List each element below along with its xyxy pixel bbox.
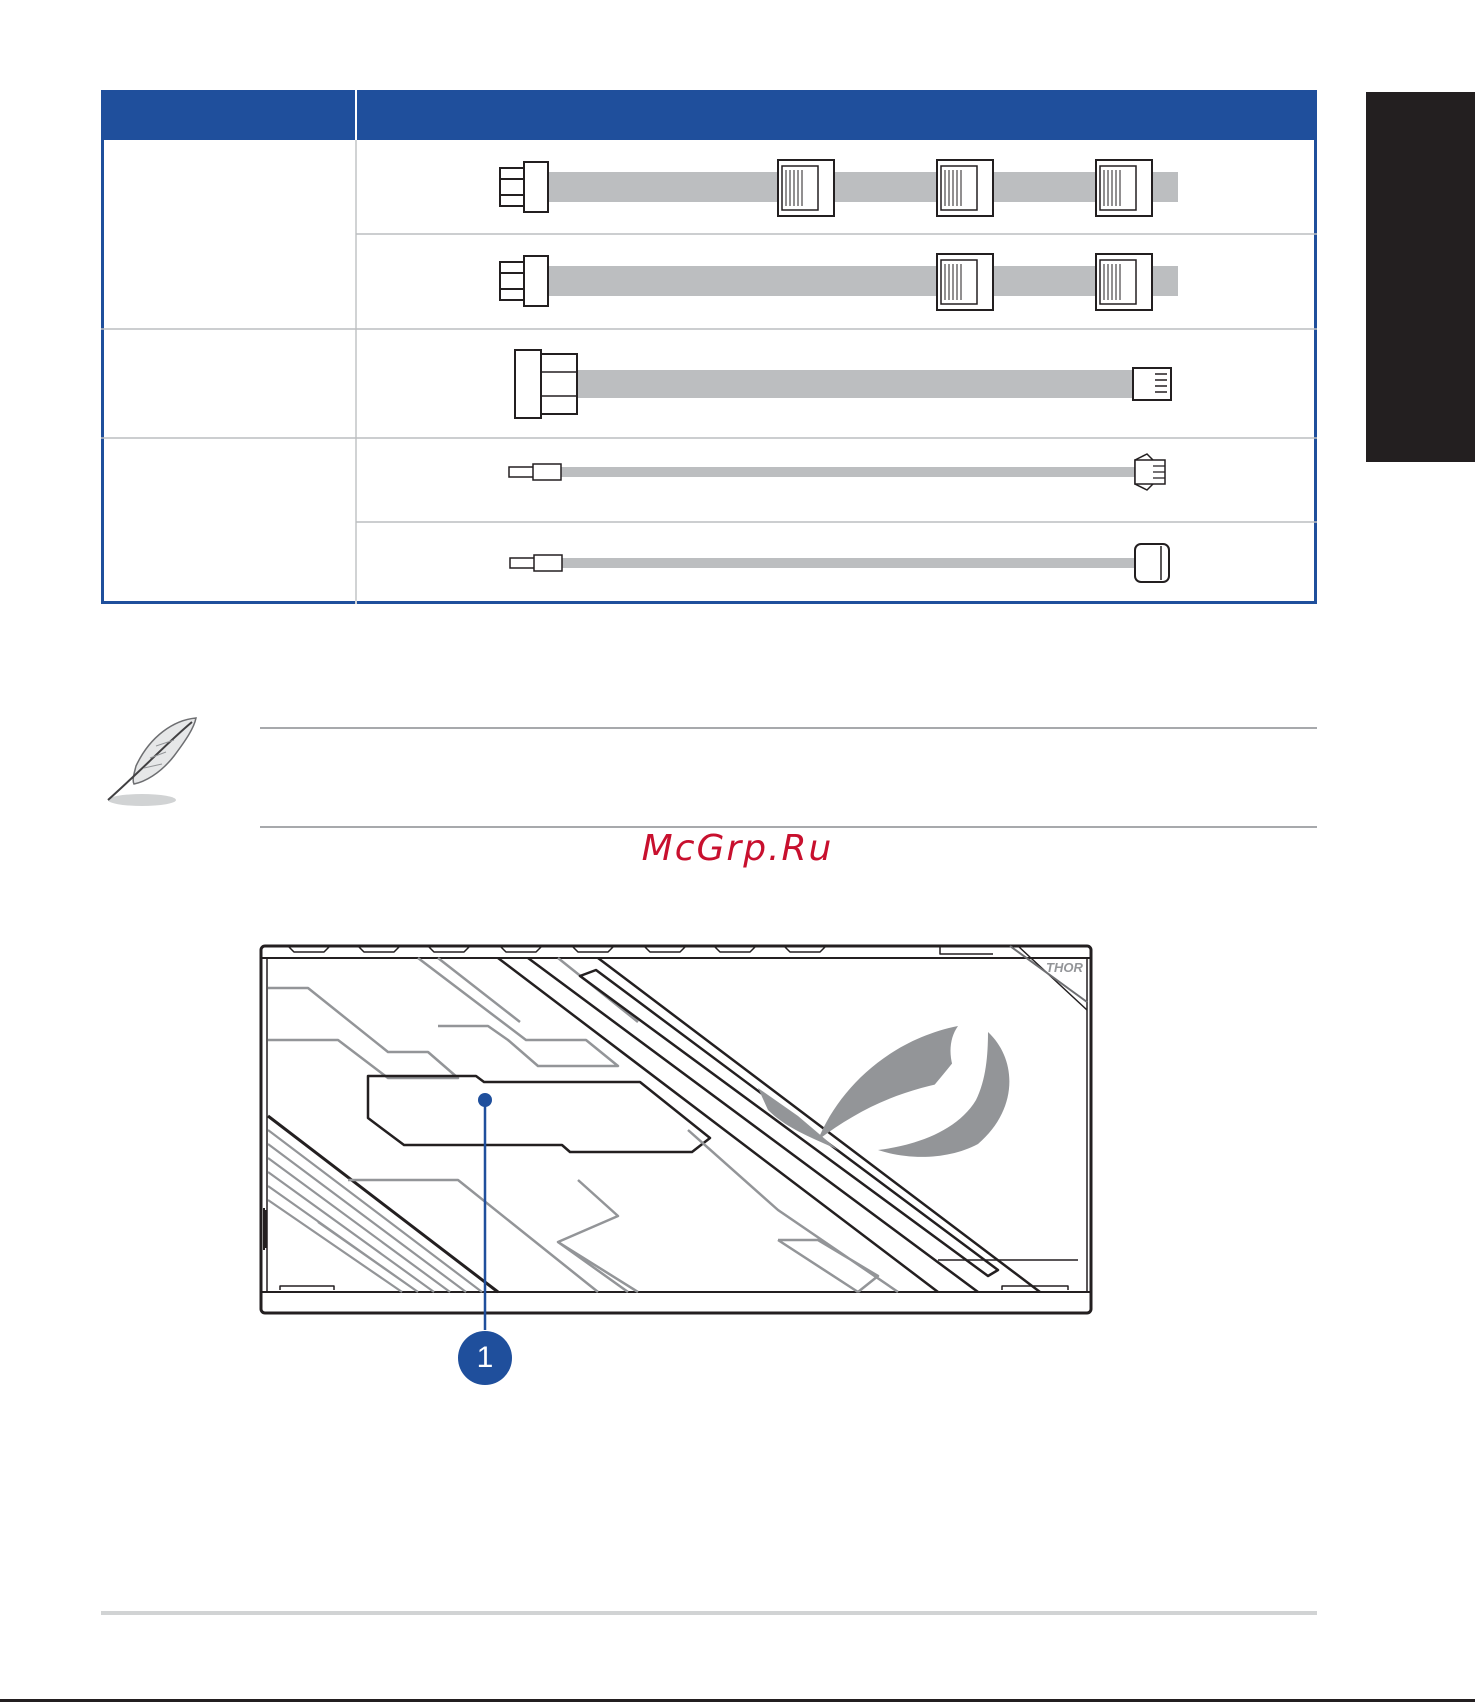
footer-rule xyxy=(101,1611,1317,1615)
side-tab xyxy=(1366,92,1475,462)
cable-table xyxy=(101,90,1317,604)
sata-connector xyxy=(937,254,993,310)
sata-connector xyxy=(937,160,993,216)
note-rule-top xyxy=(260,727,1317,729)
cable-sata-2-connectors xyxy=(500,254,1178,310)
cable-molex xyxy=(515,350,1171,418)
cable-fan xyxy=(509,454,1165,490)
callout-number-1: 1 xyxy=(476,1341,494,1374)
rog-logo xyxy=(758,1026,1009,1157)
cable-sata-3-connectors xyxy=(500,160,1178,216)
cable-aux xyxy=(510,544,1169,582)
sata-connector xyxy=(1096,160,1152,216)
sata-connector xyxy=(778,160,834,216)
note-feather-icon xyxy=(104,712,204,812)
sata-connector xyxy=(1096,254,1152,310)
psu-side-panel-drawing xyxy=(258,940,1098,1390)
table-header xyxy=(101,90,1317,140)
watermark: McGrp.Ru xyxy=(641,828,834,869)
thor-mark: THOR xyxy=(1046,960,1083,975)
